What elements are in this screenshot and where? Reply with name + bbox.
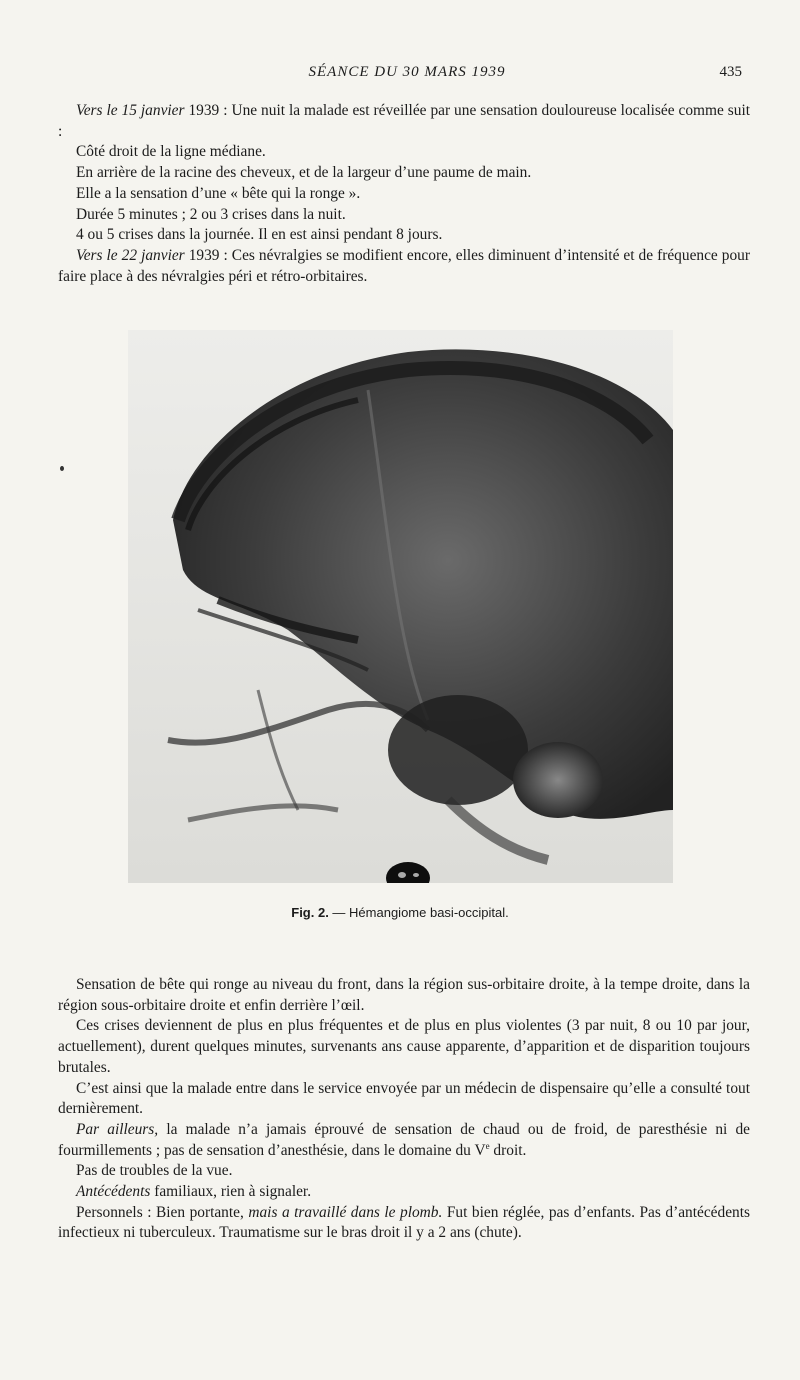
running-header: [72, 64, 742, 88]
antecedents-text: familiaux, rien à signaler.: [150, 1183, 312, 1201]
figure-label: Fig. 2.: [291, 905, 329, 920]
paragraph-jan22: [58, 246, 750, 287]
running-title: SÉANCE DU 30 MARS 1939: [308, 64, 506, 80]
paragraph-jan22-text: 1939 : Ces névralgies se modifient encore, elles diminuent d’intensité et de fréquence pour faire place à des névralgies péri et rétro-orbitaires.: [58, 246, 750, 285]
line-duration: Durée 5 minutes ; 2 ou 3 crises dans la nuit.: [76, 205, 346, 223]
personnels-start: Personnels : Bien portante,: [76, 1203, 249, 1221]
top-text-block: [58, 101, 750, 287]
superscript-e: e: [485, 1140, 490, 1151]
paragraph-admission: C’est ainsi que la malade entre dans le service envoyée par un médecin de dispensaire qu’elle a consulté tout dernièrement.: [58, 1079, 750, 1118]
personnels-rest: Fut bien réglée, pas d’enfants. Pas d’antécédents infectieux ni tuberculeux. Traumatisme sur le bras droit il y a 2 ans (chute).: [58, 1203, 750, 1242]
caption-separator: —: [328, 905, 350, 920]
personnels-italic: mais a travaillé dans le plomb.: [248, 1203, 443, 1221]
paragraph-personal-history: [58, 1203, 750, 1244]
par-ailleurs-end: droit.: [489, 1141, 527, 1159]
skull-xray-figure: [128, 330, 673, 883]
date-jan15: Vers le 15 janvier: [76, 102, 185, 119]
paragraph-sensation: Sensation de bête qui ronge au niveau du front, dans la région sus-orbitaire droite, à la tempe droite, dans la région sous-orbitaire droite et enfin derrière l’œil.: [58, 976, 750, 1014]
paragraph-family-history: [58, 1182, 750, 1203]
paragraph-jan15-text: 1939 : Une nuit la malade est réveillée par une sensation douloureuse localisée comme suit :: [58, 102, 750, 140]
paragraph-jan15: [58, 101, 750, 142]
page-number: 435: [719, 64, 742, 80]
figure-caption: [0, 905, 800, 920]
line-side: Côté droit de la ligne médiane.: [76, 143, 266, 161]
paragraph-vision: Pas de troubles de la vue.: [76, 1162, 233, 1180]
date-jan22: Vers le 22 janvier: [76, 246, 185, 264]
caption-text: Hémangiome basi-occipital.: [349, 905, 509, 920]
paragraph-par-ailleurs: [58, 1120, 750, 1161]
par-ailleurs-text: la malade n’a jamais éprouvé de sensation de chaud ou de froid, de paresthésie ni de fourmillements ; pas de sensation d’anesthésie, dans le domaine du V: [58, 1120, 750, 1159]
paragraph-crises: Ces crises deviennent de plus en plus fréquentes et de plus en plus violentes (3 par nuit, 8 ou 10 par jour, actuellement), durent quelques minutes, survenants ans cause apparente, d’apparition et de disparition toujours brutales.: [58, 1017, 750, 1076]
line-day-crises: 4 ou 5 crises dans la journée. Il en est ainsi pendant 8 jours.: [76, 226, 443, 244]
skull-xray-image: [128, 330, 673, 883]
line-sensation: Elle a la sensation d’une « bête qui la ronge ».: [76, 184, 361, 202]
antecedents-italic: Antécédents: [76, 1183, 151, 1201]
line-location: En arrière de la racine des cheveux, et de la largeur d’une paume de main.: [76, 164, 532, 182]
bottom-text-block: [58, 975, 750, 1244]
margin-speck: [60, 466, 64, 471]
par-ailleurs-italic: Par ailleurs,: [76, 1120, 159, 1138]
